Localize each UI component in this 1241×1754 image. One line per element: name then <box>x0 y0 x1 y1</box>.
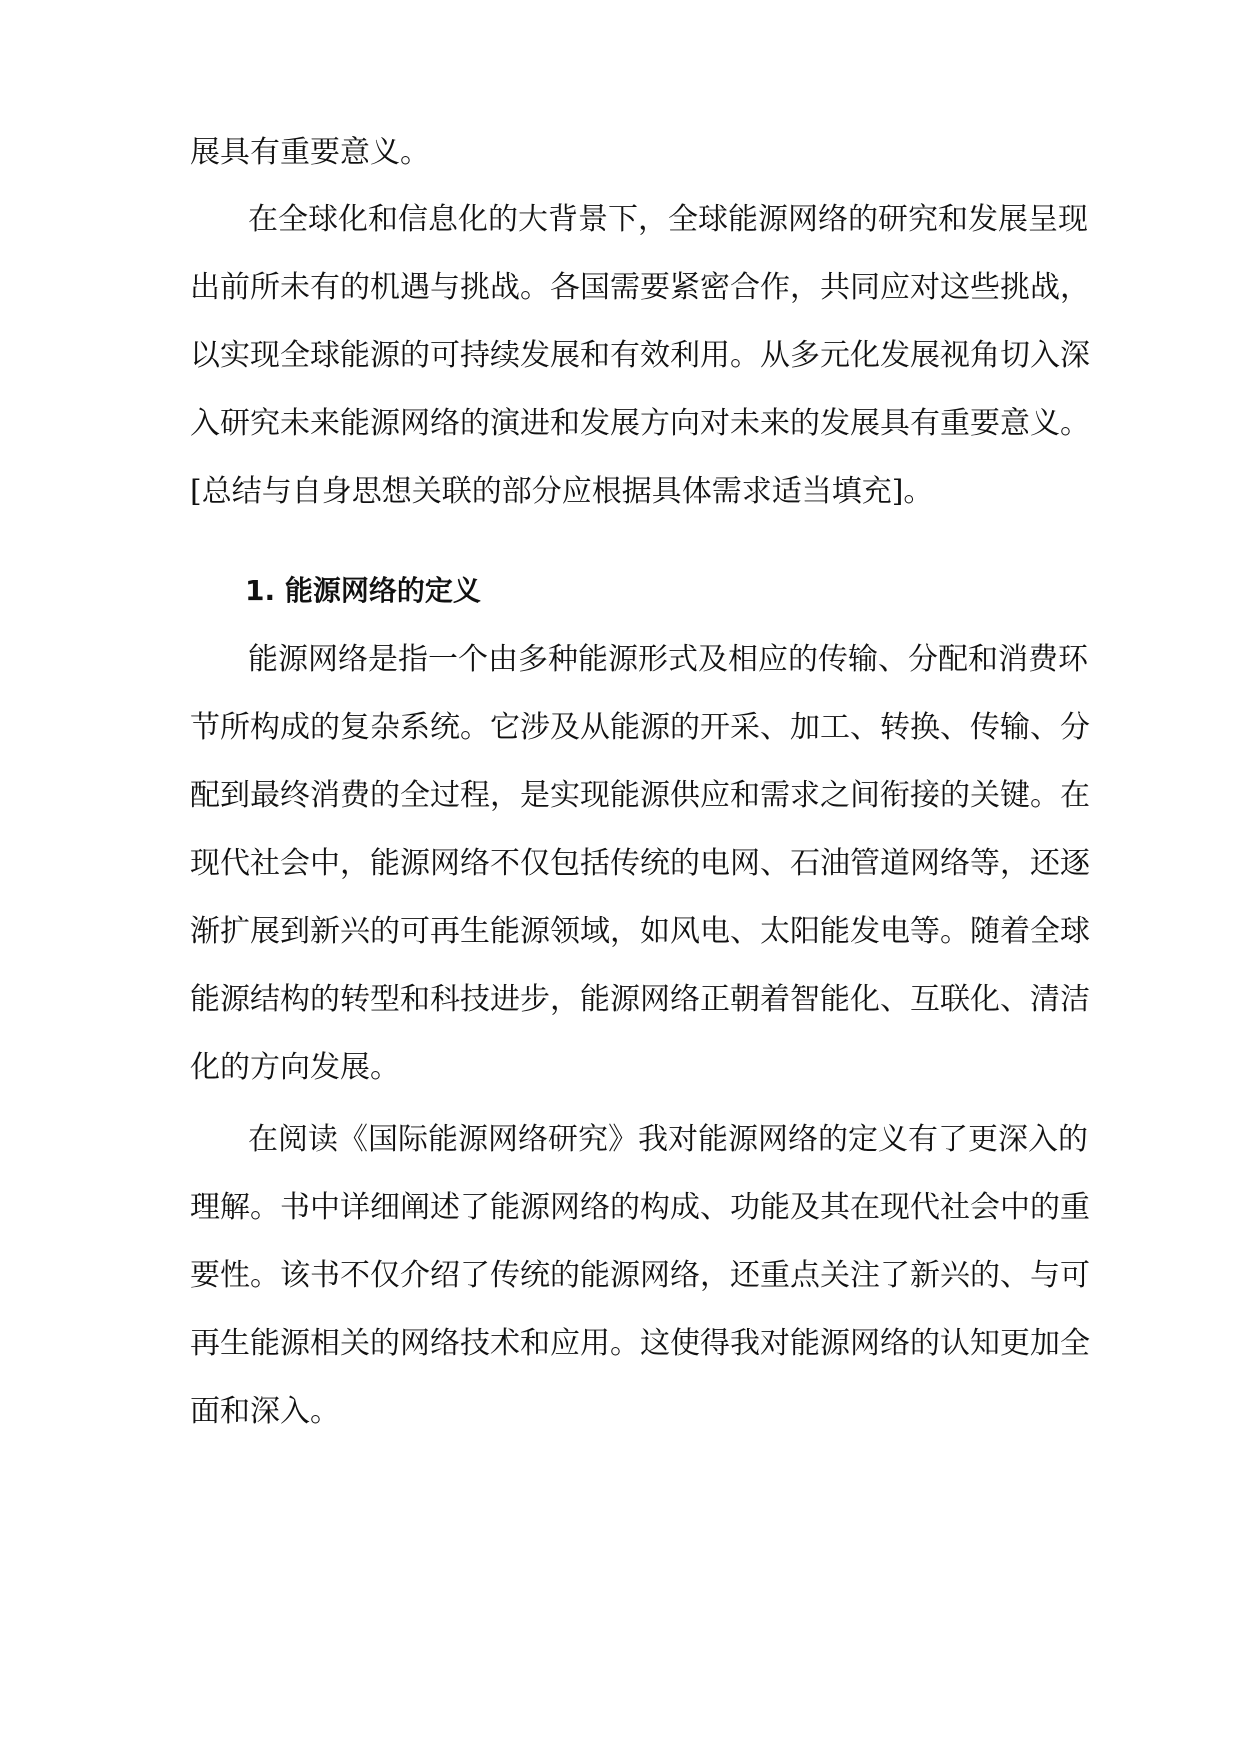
text-line: 入研究未来能源网络的演进和发展方向对未来的发展具有重要意义。 <box>190 406 1090 441</box>
text-line: 能源结构的转型和科技进步，能源网络正朝着智能化、互联化、清洁 <box>190 982 1090 1017</box>
text-line: 节所构成的复杂系统。它涉及从能源的开采、加工、转换、传输、分 <box>190 710 1090 745</box>
text-line: [总结与自身思想关联的部分应根据具体需求适当填充]。 <box>190 474 934 509</box>
text-line: 现代社会中，能源网络不仅包括传统的电网、石油管道网络等，还逐 <box>190 846 1090 881</box>
text-line: 面和深入。 <box>190 1394 340 1429</box>
text-line: 配到最终消费的全过程，是实现能源供应和需求之间衔接的关键。在 <box>190 778 1090 813</box>
text-line: 渐扩展到新兴的可再生能源领域，如风电、太阳能发电等。随着全球 <box>190 914 1090 949</box>
text-line: 能源网络是指一个由多种能源形式及相应的传输、分配和消费环 <box>248 642 1088 677</box>
text-line: 在全球化和信息化的大背景下，全球能源网络的研究和发展呈现 <box>248 202 1088 237</box>
text-line: 理解。书中详细阐述了能源网络的构成、功能及其在现代社会中的重 <box>190 1190 1090 1225</box>
text-line: 要性。该书不仅介绍了传统的能源网络，还重点关注了新兴的、与可 <box>190 1258 1090 1293</box>
text-line: 以实现全球能源的可持续发展和有效利用。从多元化发展视角切入深 <box>190 338 1090 373</box>
text-line: 化的方向发展。 <box>190 1050 400 1085</box>
text-line: 展具有重要意义。 <box>190 135 430 170</box>
text-line: 在阅读《国际能源网络研究》我对能源网络的定义有了更深入的 <box>248 1122 1088 1157</box>
text-line: 再生能源相关的网络技术和应用。这使得我对能源网络的认知更加全 <box>190 1326 1090 1361</box>
section-heading: 1. 能源网络的定义 <box>245 574 481 607</box>
text-line: 出前所未有的机遇与挑战。各国需要紧密合作，共同应对这些挑战， <box>190 270 1090 305</box>
